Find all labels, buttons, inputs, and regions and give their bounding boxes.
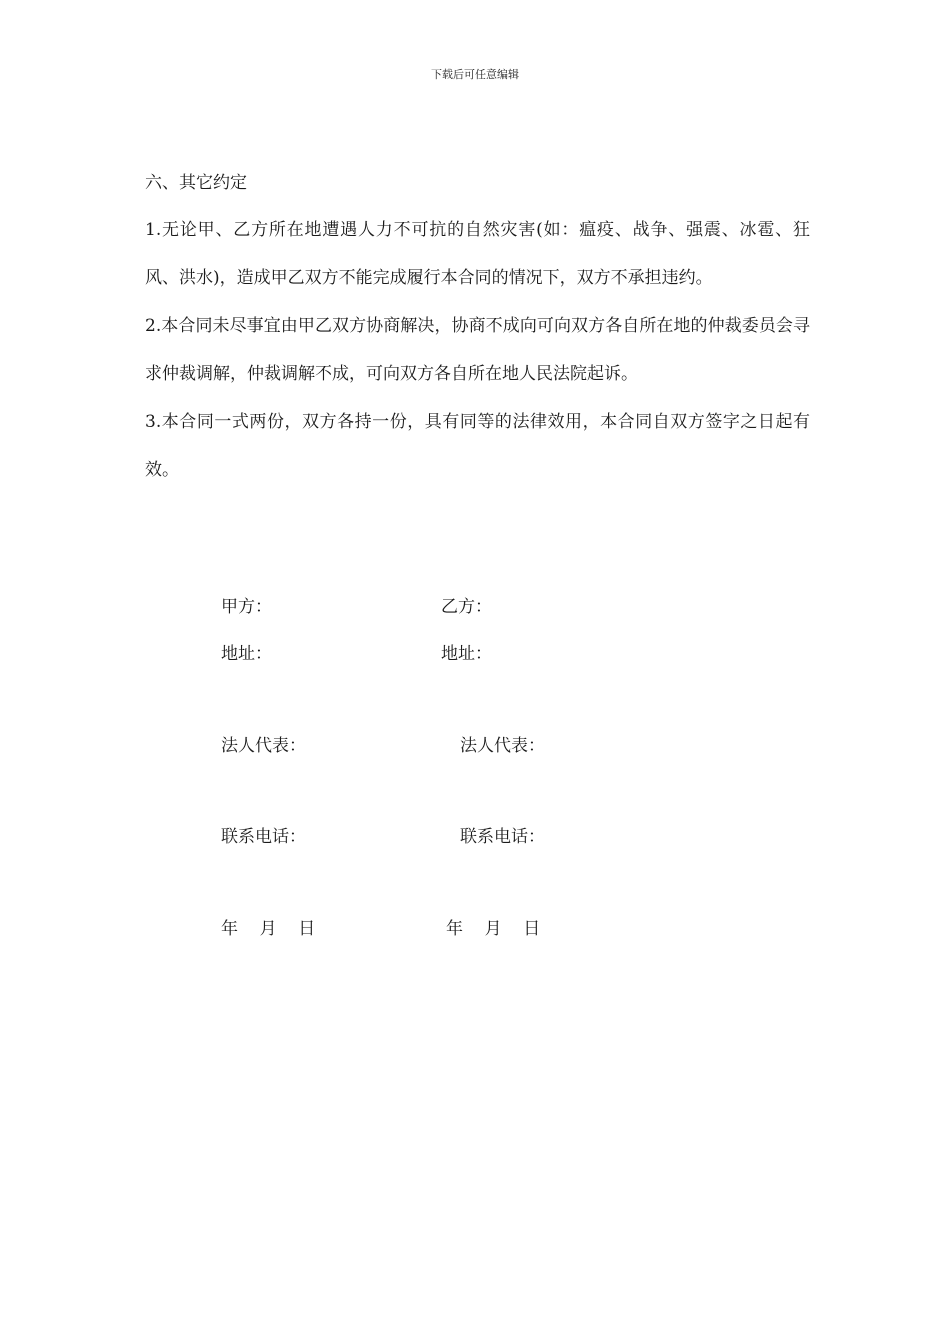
party-b-address-label: 地址： xyxy=(441,644,492,664)
party-b-phone-label: 联系电话： xyxy=(460,827,545,847)
clause-1: 1.无论甲、乙方所在地遭遇人力不可抗的自然灾害(如：瘟疫、战争、强震、冰雹、狂风、洪水)，造成甲乙双方不能完成履行本合同的情况下，双方不承担违约。 xyxy=(145,220,810,288)
party-b-date: 年 月 日 xyxy=(446,919,541,939)
clause-2: 2.本合同未尽事宜由甲乙双方协商解决，协商不成向可向双方各自所在地的仲裁委员会寻求仲裁调解，仲裁调解不成，可向双方各自所在地人民法院起诉。 xyxy=(145,316,810,384)
page-header-note: 下载后可任意编辑 xyxy=(431,68,519,81)
section-title: 六、其它约定 xyxy=(145,173,247,193)
clause-3: 3.本合同一式两份，双方各持一份，具有同等的法律效用，本合同自双方签字之日起有效。 xyxy=(145,412,810,480)
contract-section xyxy=(145,168,810,494)
party-a-name-label: 甲方： xyxy=(221,597,272,617)
party-a-address-label: 地址： xyxy=(221,644,272,664)
party-a-date: 年 月 日 xyxy=(221,919,316,939)
party-a-phone-label: 联系电话： xyxy=(221,827,306,847)
party-b-rep-label: 法人代表： xyxy=(460,736,545,756)
party-b-name-label: 乙方： xyxy=(441,597,492,617)
party-a-rep-label: 法人代表： xyxy=(221,736,306,756)
